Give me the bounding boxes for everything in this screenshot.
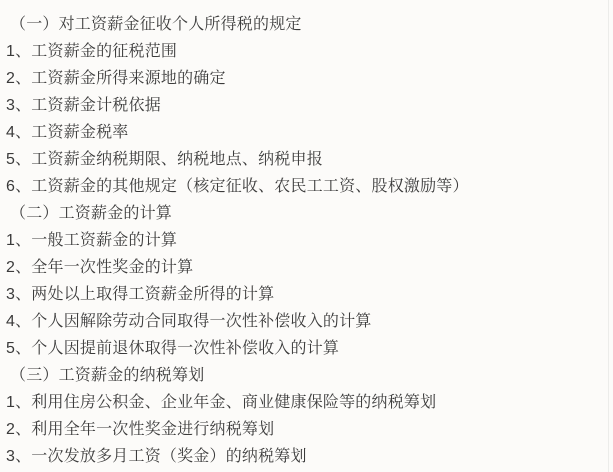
- outline-item: 1、利用住房公积金、企业年金、商业健康保险等的纳税筹划: [6, 394, 437, 411]
- outline-item: 2、全年一次性奖金的计算: [6, 259, 194, 276]
- outline-item: 3、工资薪金计税依据: [6, 97, 161, 114]
- outline-item: 3、两处以上取得工资薪金所得的计算: [6, 286, 275, 303]
- outline-item: 2、利用全年一次性奖金进行纳税筹划: [6, 421, 275, 438]
- section-1-heading: （一）对工资薪金征收个人所得税的规定: [10, 16, 302, 33]
- outline-item: 5、个人因提前退休取得一次性补偿收入的计算: [6, 340, 340, 357]
- outline-item: 3、一次发放多月工资（奖金）的纳税筹划: [6, 448, 307, 465]
- outline-item: 4、个人因解除劳动合同取得一次性补偿收入的计算: [6, 313, 372, 330]
- outline-item: 1、工资薪金的征税范围: [6, 43, 178, 60]
- outline-item: 4、工资薪金税率: [6, 124, 129, 141]
- outline-item: 1、一般工资薪金的计算: [6, 232, 178, 249]
- outline-item: 5、工资薪金纳税期限、纳税地点、纳税申报: [6, 151, 323, 168]
- outline-item: 6、工资薪金的其他规定（核定征收、农民工工资、股权激励等）: [6, 178, 469, 195]
- section-2-heading: （二）工资薪金的计算: [10, 205, 173, 222]
- outline-item: 2、工资薪金所得来源地的确定: [6, 70, 226, 87]
- section-3-heading: （三）工资薪金的纳税筹划: [10, 367, 205, 384]
